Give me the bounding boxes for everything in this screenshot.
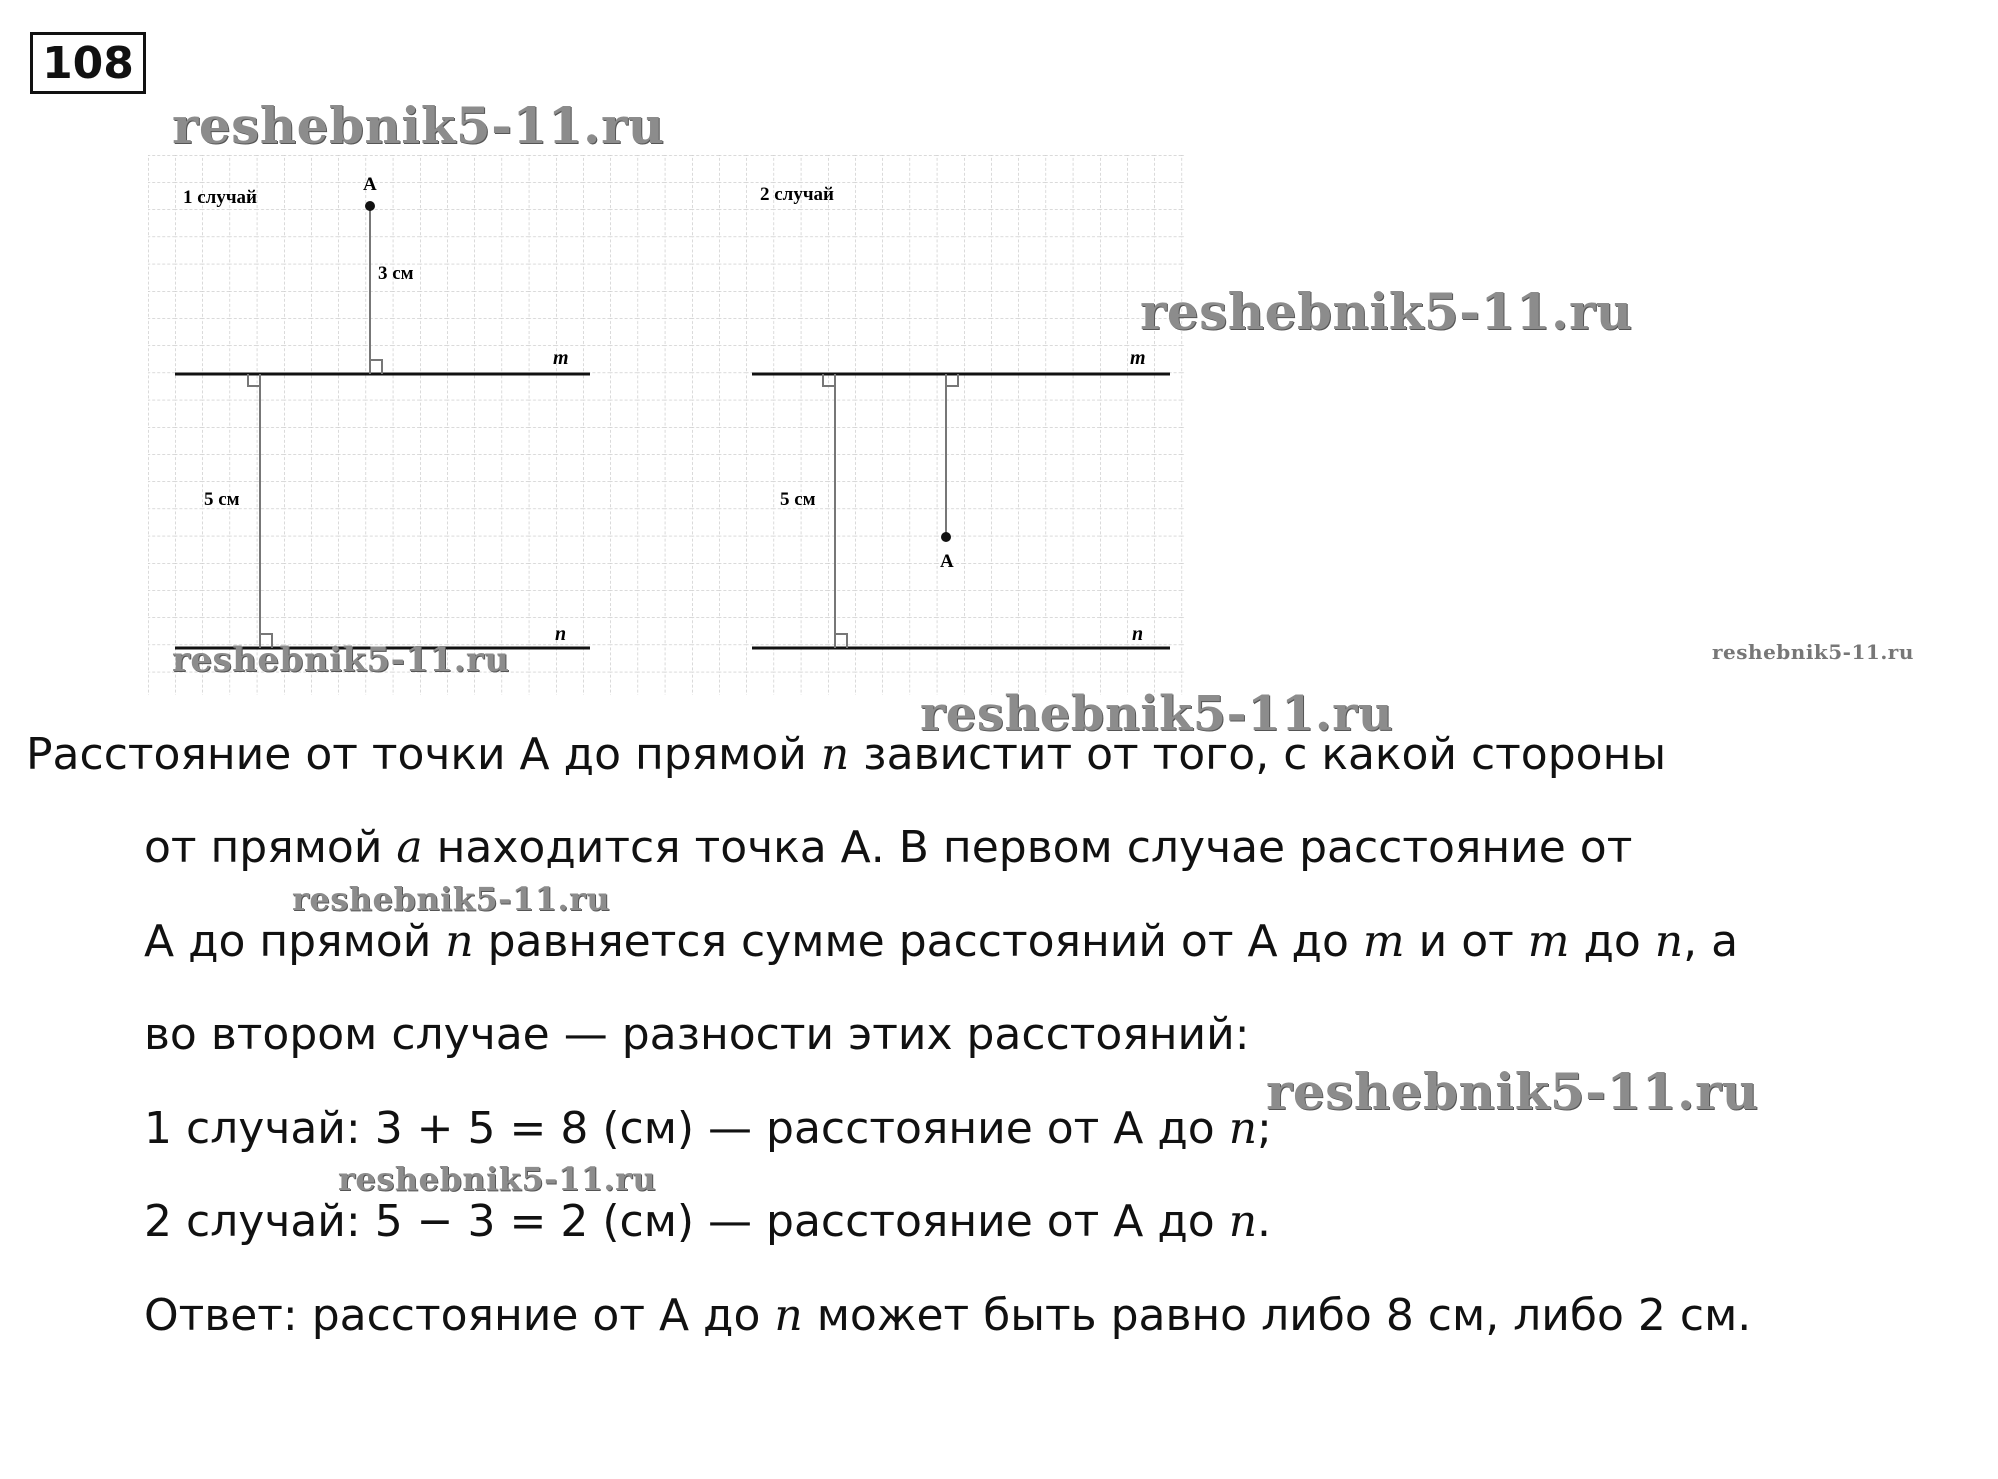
watermark: reshebnik5-11.ru bbox=[1140, 282, 1633, 341]
solution-line-6: 2 случай: 5 − 3 = 2 (см) — расстояние от А до n. bbox=[144, 1196, 1272, 1247]
solution-line-1: Расстояние от точки А до прямой n завистит от того, с какой стороны bbox=[26, 729, 1667, 780]
case2-dist-mn-label: 5 см bbox=[780, 489, 816, 510]
case1-line-m-label: m bbox=[553, 347, 569, 369]
watermark: reshebnik5-11.ru bbox=[920, 686, 1394, 742]
solution-line-4: во втором случае — разности этих расстояний: bbox=[144, 1009, 1250, 1060]
watermark: reshebnik5-11.ru bbox=[1712, 640, 1914, 664]
solution-line-5: 1 случай: 3 + 5 = 8 (см) — расстояние от А до n; bbox=[144, 1103, 1272, 1154]
watermark: reshebnik5-11.ru bbox=[1266, 1062, 1759, 1121]
solution-line-3: А до прямой n равняется сумме расстояний от А до m и от m до n, а bbox=[144, 916, 1739, 967]
case2-point-label: A bbox=[940, 551, 954, 572]
case1-dist-mn-label: 5 см bbox=[204, 489, 240, 510]
case1-dist-a-label: 3 см bbox=[378, 263, 414, 284]
case2-point-a bbox=[941, 532, 951, 542]
case2-line-n-label: n bbox=[1132, 623, 1144, 645]
case1-point-a bbox=[365, 201, 375, 211]
answer-line: Ответ: расстояние от А до n может быть равно либо 8 см, либо 2 см. bbox=[144, 1290, 1752, 1341]
case1-title: 1 случай bbox=[183, 187, 258, 208]
watermark: reshebnik5-11.ru bbox=[172, 96, 665, 155]
watermark: reshebnik5-11.ru bbox=[172, 640, 510, 680]
watermark: reshebnik5-11.ru bbox=[292, 880, 611, 918]
watermark: reshebnik5-11.ru bbox=[338, 1160, 657, 1198]
graph-paper bbox=[148, 155, 1185, 695]
case2-line-m-label: m bbox=[1130, 347, 1146, 369]
case2-title: 2 случай bbox=[760, 184, 835, 205]
solution-line-2: от прямой a находится точка А. В первом случае расстояние от bbox=[144, 822, 1633, 873]
case1-point-label: A bbox=[363, 174, 377, 195]
problem-number: 108 bbox=[30, 32, 146, 94]
case1-line-n-label: n bbox=[555, 623, 567, 645]
